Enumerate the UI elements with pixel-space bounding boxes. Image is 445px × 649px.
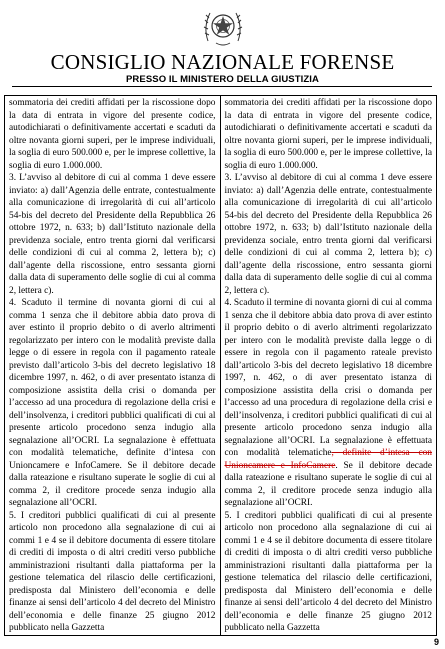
deleted-text: , definite d’intesa con Unioncamere e InfoCamere <box>224 448 432 471</box>
right-column <box>221 96 437 635</box>
page-number: 9 <box>433 637 439 647</box>
republic-emblem-icon <box>200 3 246 49</box>
text-segment: . Se il debitore decade dalla rateazione e risultano superate le soglie di cui al comma 2, il creditore procede senza indugio alla segnalazione all’OCRI. <box>224 460 432 508</box>
paragraph: sommatoria dei crediti affidati per la riscossione dopo la data di entrata in vigore del presente codice, autodichiarati o definitivamente accertati e scaduti da oltre novanta giorni superi, per le imprese individuali, la soglia di euro 500.000 e, per le imprese collettive, la soglia di euro 1.000.000. <box>224 98 432 171</box>
paragraph: 4. Scaduto il termine di novanta giorni di cui al comma 1 senza che il debitore abbia dato prova di aver estinto il proprio debito o di averlo altrimenti regolarizzato per intero con le modalità previste dalla legge o di essere in regola con il pagamento rateale previsto dall’articolo 3-bis del decreto legislativo 18 dicembre 1997, n. 462, o di aver presentato istanza di composizione assistita della crisi o domanda per l’accesso ad una procedura di regolazione della crisi e dell’insolvenza, i creditori pubblici qualificati di cui al presente articolo procedono senza indugio alla segnalazione all’OCRI. La segnalazione è effettuata con modalità telematiche, definite d’intesa con Unioncamere e InfoCamere. Se il debitore decade dalla rateazione e risultano superate le soglie di cui al comma 2, il creditore procede senza indugio alla segnalazione all’OCRI. <box>9 298 216 508</box>
paragraph: 5. I creditori pubblici qualificati di cui al presente articolo non procedono alla segnalazione di cui ai commi 1 e 4 se il debitore documenta di essere titolare di crediti di imposta o di altri crediti verso pubbliche amministrazioni risultanti dalla piattaforma per la gestione telematica del rilascio delle certificazioni, predisposta dal Ministero dell’economia e delle finanze ai sensi dell’articolo 4 del decreto del Ministro dell’economia e delle finanze 25 giugno 2012 pubblicato nella Gazzetta <box>9 510 216 633</box>
paragraph: 3. L’avviso al debitore di cui al comma 1 deve essere inviato: a) dall’Agenzia delle entrate, contestualmente alla comunicazione di irregolarità di cui all’articolo 54-bis del decreto del Presidente della Repubblica 26 ottobre 1972, n. 633; b) dall’Istituto nazionale della previdenza sociale, entro trenta giorni dal verificarsi delle condizioni di cui al comma 2, lettera b); c) dall’agente della riscossione, entro sessanta giorni dalla data di superamento delle soglie di cui al comma 2, lettera c). <box>9 173 216 296</box>
paragraph: 5. I creditori pubblici qualificati di cui al presente articolo non procedono alla segnalazione di cui ai commi 1 e 4 se il debitore documenta di essere titolare di crediti di imposta o di altri crediti verso pubbliche amministrazioni risultanti dalla piattaforma per la gestione telematica del rilascio delle certificazioni, predisposta dal Ministero dell’economia e delle finanze ai sensi dell’articolo 4 del decreto del Ministro dell’economia e delle finanze 25 giugno 2012 pubblicato nella Gazzetta <box>224 510 432 633</box>
header-divider <box>12 86 432 87</box>
paragraph: 3. L’avviso al debitore di cui al comma 1 deve essere inviato: a) dall’Agenzia delle entrate, contestualmente alla comunicazione di irregolarità di cui all’articolo 54-bis del decreto del Presidente della Repubblica 26 ottobre 1972, n. 633; b) dall’Istituto nazionale della previdenza sociale, entro trenta giorni dal verificarsi delle condizioni di cui al comma 2, lettera b); c) dall’agente della riscossione, entro sessanta giorni dalla data di superamento delle soglie di cui al comma 2, lettera c). <box>224 173 432 296</box>
comparison-table <box>4 95 437 636</box>
left-column <box>5 96 221 635</box>
organization-title: CONSIGLIO NAZIONALE FORENSE <box>50 50 395 74</box>
paragraph <box>225 297 433 510</box>
text-segment: 4. Scaduto il termine di novanta giorni di cui al comma 1 senza che il debitore abbia dato prova di aver estinto il proprio debito o di averlo altrimenti regolarizzato per intero con le modalità previste dalla legge o di essere in regola con il pagamento rateale previsto dall’articolo 3-bis del decreto legislativo 18 dicembre 1997, n. 462, o di aver presentato istanza di composizione assistita della crisi o domanda per l’accesso ad una procedura di regolazione della crisi e dell’insolvenza, i creditori pubblici qualificati di cui al presente articolo procedono senza indugio alla segnalazione all’OCRI. La segnalazione è effettuata con modalità telematiche <box>224 298 432 458</box>
paragraph: sommatoria dei crediti affidati per la riscossione dopo la data di entrata in vigore del presente codice, autodichiarati o definitivamente accertati e scaduti da oltre novanta giorni superi, per le imprese individuali, la soglia di euro 500.000 e, per le imprese collettive, la soglia di euro 1.000.000. <box>9 98 216 171</box>
organization-subtitle: PRESSO IL MINISTERO DELLA GIUSTIZIA <box>126 74 319 85</box>
